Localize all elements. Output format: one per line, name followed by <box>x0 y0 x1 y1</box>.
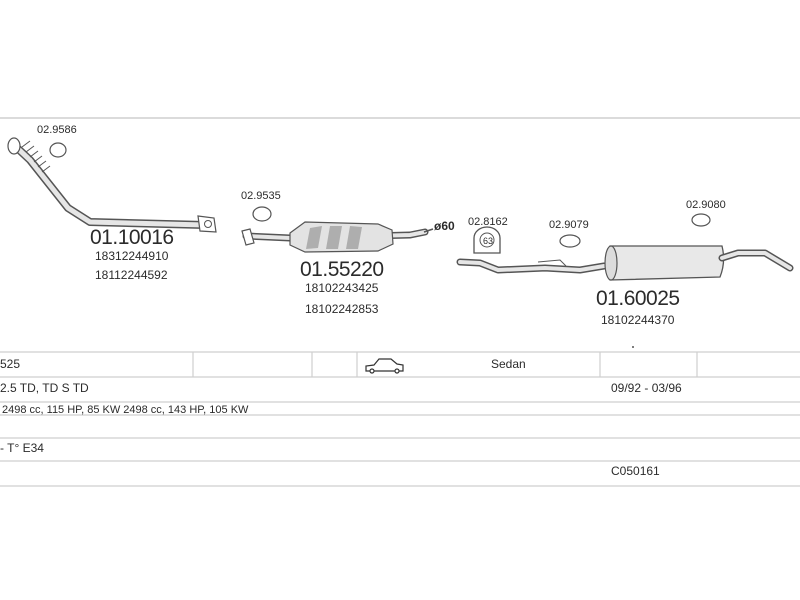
ring-rear[interactable] <box>692 214 710 226</box>
gasket-front-ring[interactable] <box>50 143 66 157</box>
ring-rear-label: 02.9080 <box>686 199 726 211</box>
downpipe-code-1: 18312244910 <box>95 249 169 263</box>
downpipe-part-number: 01.10016 <box>90 226 174 249</box>
catalyst-code-2: 18102242853 <box>305 302 379 316</box>
ring-mid-label: 02.9079 <box>549 219 589 231</box>
rear-silencer-part-number: 01.60025 <box>596 287 680 310</box>
vehicle-body-type: Sedan <box>491 357 526 371</box>
vehicle-chassis: - T° E34 <box>0 441 44 455</box>
downpipe-part[interactable] <box>8 138 216 232</box>
catalyst-code-1: 18102243425 <box>305 281 379 295</box>
ring-mid[interactable] <box>560 235 580 247</box>
catalyst-part[interactable] <box>242 222 425 252</box>
info-table-lines <box>0 352 800 486</box>
sedan-car-icon <box>366 359 403 373</box>
vehicle-production-dates: 09/92 - 03/96 <box>611 381 682 395</box>
gasket-cat-label: 02.9535 <box>241 190 281 202</box>
downpipe-code-2: 18112244592 <box>95 268 168 282</box>
clamp-label: 02.8162 <box>468 216 508 228</box>
catalog-code: C050161 <box>611 464 660 478</box>
vehicle-engine-spec: 2498 cc, 115 HP, 85 KW 2498 cc, 143 HP, 105 KW <box>2 404 249 416</box>
catalyst-part-number: 01.55220 <box>300 258 384 281</box>
gasket-front-label: 02.9586 <box>37 124 77 136</box>
gasket-cat-ring[interactable] <box>253 207 271 221</box>
vehicle-engine-variant: 2.5 TD, TD S TD <box>0 381 89 395</box>
rear-silencer-code-1: 18102244370 <box>601 313 675 327</box>
rear-silencer-part[interactable] <box>460 246 790 280</box>
clamp-size-label: 63 <box>483 236 494 246</box>
pipe-diameter-label: ø60 <box>434 219 455 233</box>
vehicle-model: 525 <box>0 357 21 371</box>
